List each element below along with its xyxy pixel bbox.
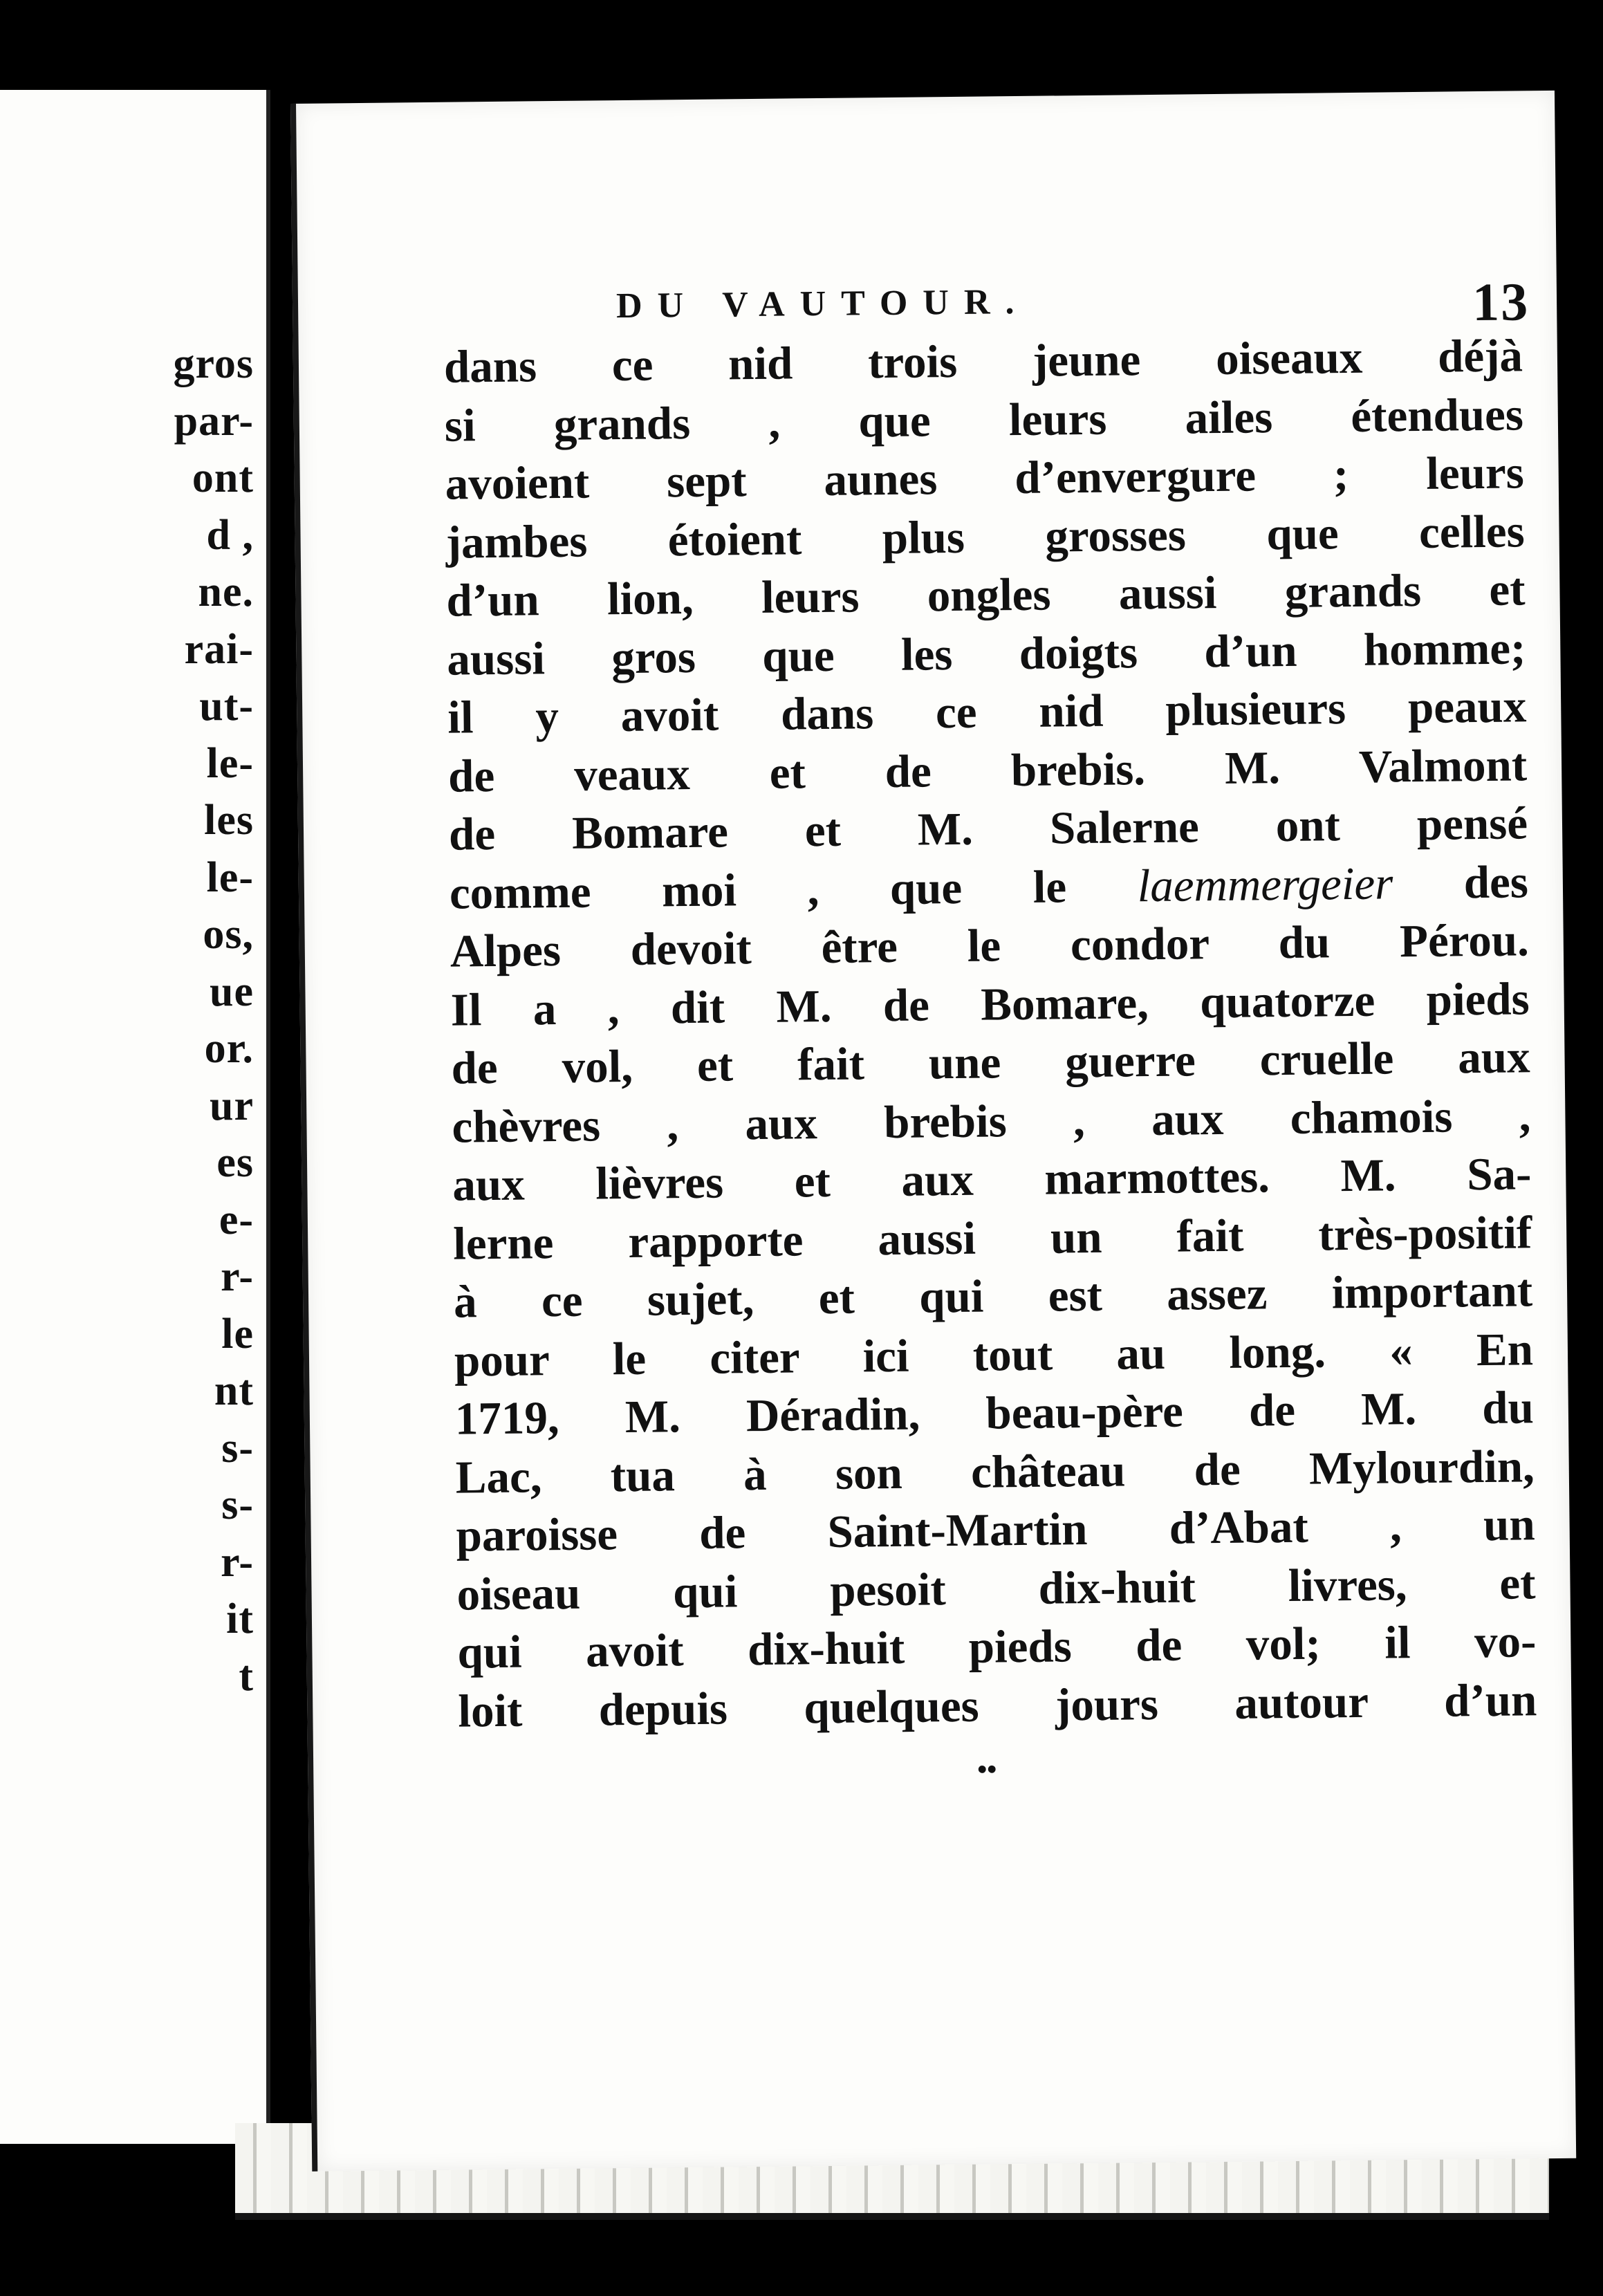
left-page-line: par- — [174, 397, 254, 445]
body-line-text: chèvres , aux brebis , aux chamois , — [452, 1089, 1531, 1153]
body-line-text: Il a , dit M. de Bomare, quatorze pieds — [450, 972, 1530, 1036]
body-line — [456, 1499, 1535, 1562]
left-page-line: ne. — [198, 568, 254, 615]
body-line-text: Lac, tua à son château de Mylourdin, — [455, 1440, 1535, 1503]
left-page-line: gros — [173, 340, 254, 387]
body-line-text: dans ce nid trois jeune oiseaux déjà — [443, 330, 1523, 393]
left-page-line: ur — [210, 1082, 254, 1129]
left-page-line: ont — [192, 454, 254, 501]
body-line-text: qui avoit dix-huit pieds de vol; il vo- — [457, 1615, 1537, 1678]
body-line-text: 1719, M. Déradin, beau-père de M. du — [454, 1382, 1535, 1445]
left-page-line: le- — [206, 853, 254, 901]
body-line — [447, 683, 1527, 741]
body-line-text: paroisse de Saint-Martin d’Abat , un — [456, 1499, 1535, 1562]
left-page-line: d , — [206, 511, 254, 559]
body-line — [452, 1206, 1532, 1270]
body-line — [446, 564, 1526, 627]
body-line — [447, 739, 1528, 802]
body-line-text: oiseau qui pesoit dix-huit livres, et — [456, 1557, 1536, 1620]
left-page-line: rai- — [184, 625, 254, 673]
body-line — [444, 388, 1524, 452]
signature-mark: •• — [977, 1753, 997, 1785]
body-line-text: aussi gros que les doigts d’un homme; — [447, 622, 1526, 685]
body-line — [447, 622, 1526, 685]
body-line — [445, 505, 1525, 568]
left-page-line: es — [216, 1139, 254, 1186]
left-page-line: it — [226, 1595, 254, 1642]
left-page-line: r- — [221, 1253, 254, 1300]
body-line-text: jambes étoient plus grosses que celles — [445, 505, 1525, 568]
body-line — [453, 1265, 1533, 1328]
left-page-line: os, — [203, 911, 254, 958]
body-line — [450, 972, 1530, 1036]
left-page-line: ue — [210, 968, 254, 1015]
left-page-line: s- — [221, 1424, 254, 1472]
left-page-line: s- — [221, 1481, 254, 1528]
body-line-text: lerne rapporte aussi un fait très-positif — [452, 1206, 1532, 1270]
body-line-text: comme moi , que le — [449, 860, 1138, 919]
left-page — [0, 90, 270, 2144]
body-line-text: d’un lion, leurs ongles aussi grands et — [446, 564, 1526, 627]
left-page-line: ut- — [199, 683, 254, 730]
left-page-line: t — [239, 1652, 254, 1700]
body-line-text: à ce sujet, et qui est assez important — [453, 1265, 1533, 1328]
body-line — [450, 914, 1530, 977]
left-page-line: r- — [221, 1538, 254, 1586]
italic-term: laemmergeier — [1137, 857, 1393, 911]
body-line-text: pour le citer ici tout au long. « En — [454, 1323, 1534, 1387]
body-line — [457, 1615, 1537, 1678]
body-line — [448, 797, 1528, 860]
body-line-text: de vol, et fait une guerre cruelle aux — [451, 1031, 1530, 1094]
body-line-text: de Bomare et M. Salerne ont pensé — [448, 797, 1528, 860]
running-head: DU VAUTOUR. — [615, 281, 1030, 326]
body-line-text: si grands , que leurs ailes étendues — [444, 388, 1524, 452]
body-line — [454, 1382, 1535, 1445]
body-line — [454, 1323, 1534, 1387]
left-page-line: le- — [206, 739, 254, 787]
page-number: 13 — [1472, 271, 1530, 333]
body-line — [445, 447, 1525, 510]
body-line — [451, 1031, 1530, 1094]
body-line — [457, 1674, 1537, 1737]
body-line — [452, 1148, 1532, 1211]
left-page-line: nt — [214, 1367, 254, 1414]
body-line-text: loit depuis quelques jours autour d’un — [457, 1674, 1537, 1737]
right-page — [290, 91, 1576, 2172]
body-line-text: avoient sept aunes d’envergure ; leurs — [445, 447, 1525, 510]
body-line-text: il y avoit dans ce nid plusieurs peaux — [447, 681, 1527, 743]
body-line-text: de veaux et de brebis. M. Valmont — [447, 739, 1528, 802]
body-line-text: des — [1392, 855, 1529, 909]
body-line — [443, 330, 1523, 393]
left-page-line: le — [221, 1310, 254, 1358]
body-line — [455, 1440, 1535, 1503]
body-line-text: Alpes devoit être le condor du Pérou. — [450, 914, 1530, 977]
left-page-line: or. — [204, 1025, 254, 1072]
left-page-line: les — [204, 797, 254, 844]
left-page-line: e- — [219, 1196, 254, 1243]
body-line — [456, 1557, 1536, 1620]
body-line — [452, 1089, 1531, 1153]
body-line — [449, 855, 1529, 919]
body-line-text: aux lièvres et aux marmottes. M. Sa- — [452, 1148, 1532, 1211]
